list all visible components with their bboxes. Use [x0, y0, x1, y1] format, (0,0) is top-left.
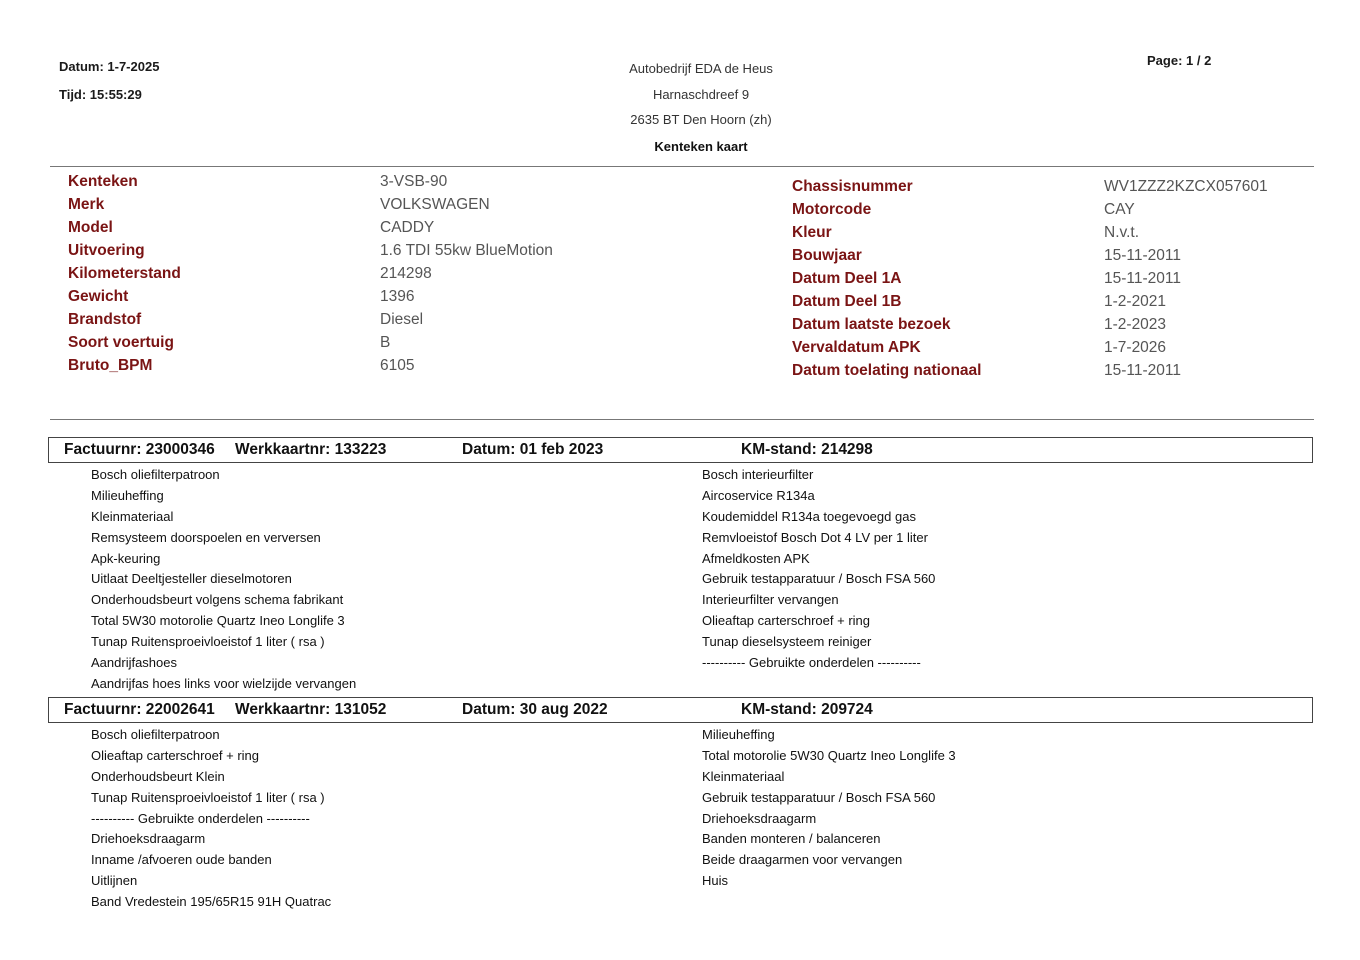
value-vervaldatum-apk: 1-7-2026 — [1104, 339, 1167, 356]
label-kleur: Kleur — [792, 224, 832, 241]
list-item: Gebruik testapparatuur / Bosch FSA 560 — [702, 571, 936, 587]
list-item: Remsysteem doorspoelen en verversen — [91, 529, 321, 545]
label-motorcode: Motorcode — [792, 201, 872, 218]
invoice-header — [48, 437, 1313, 463]
value-kleur: N.v.t. — [1104, 224, 1140, 241]
list-item: Huis — [702, 873, 729, 889]
list-item: Apk-keuring — [91, 550, 161, 566]
value-soort-voertuig: B — [380, 334, 391, 351]
list-item: Driehoeksdraagarm — [702, 810, 817, 826]
list-item: Aandrijfashoes — [91, 655, 177, 671]
list-item: Interieurfilter vervangen — [702, 592, 839, 608]
list-item: Gebruik testapparatuur / Bosch FSA 560 — [702, 789, 936, 805]
value-bruto-bpm: 6105 — [380, 357, 415, 374]
value-brandstof: Diesel — [380, 311, 424, 328]
label-bouwjaar: Bouwjaar — [792, 247, 862, 264]
value-bouwjaar: 15-11-2011 — [1104, 247, 1181, 264]
value-kilometerstand: 214298 — [380, 265, 432, 282]
workcard-number: Werkkaartnr: 131052 — [235, 701, 387, 718]
invoice-items-right — [702, 725, 956, 892]
value-uitvoering: 1.6 TDI 55kw BlueMotion — [380, 242, 553, 259]
value-kenteken: 3-VSB-90 — [380, 173, 448, 190]
list-item: Banden monteren / balanceren — [702, 831, 881, 847]
value-model: CADDY — [380, 219, 435, 236]
list-item: Total motorolie 5W30 Quartz Ineo Longlife 3 — [702, 747, 956, 763]
header-meta — [59, 53, 159, 109]
label-uitvoering: Uitvoering — [68, 242, 145, 259]
list-item: Band Vredestein 195/65R15 91H Quatrac — [91, 894, 332, 910]
list-item: Remvloeistof Bosch Dot 4 LV per 1 liter — [702, 529, 928, 545]
list-item: Bosch oliefilterpatroon — [91, 467, 220, 482]
list-item: Olieaftap carterschroef + ring — [91, 747, 259, 763]
invoice-km: KM-stand: 214298 — [741, 441, 873, 458]
list-item: Kleinmateriaal — [702, 768, 785, 784]
invoice-date: Datum: 30 aug 2022 — [462, 701, 608, 718]
list-item: Milieuheffing — [91, 487, 164, 503]
list-item: Bosch interieurfilter — [702, 467, 814, 482]
company-street: Harnaschdreef 9 — [652, 86, 750, 102]
page-title: Kenteken kaart — [654, 138, 748, 154]
label-datum-laatste-bezoek: Datum laatste bezoek — [792, 316, 951, 333]
label-soort-voertuig: Soort voertuig — [68, 334, 174, 351]
header-divider — [50, 166, 1314, 167]
list-item: Aandrijfas hoes links voor wielzijde vervangen — [91, 675, 357, 691]
vehicle-left-labels — [68, 171, 181, 378]
value-datum-deel-1b: 1-2-2021 — [1104, 293, 1167, 310]
list-item: Kleinmateriaal — [91, 508, 174, 524]
vehicle-left-values — [380, 171, 553, 378]
page-number: Page: 1 / 2 — [1147, 53, 1212, 68]
workcard-number: Werkkaartnr: 133223 — [235, 441, 387, 458]
label-gewicht: Gewicht — [68, 288, 129, 305]
list-item: Driehoeksdraagarm — [91, 831, 206, 847]
label-merk: Merk — [68, 196, 105, 213]
label-bruto-bpm: Bruto_BPM — [68, 357, 153, 374]
print-date: Datum: 1-7-2025 — [59, 59, 160, 74]
list-item: Beide draagarmen voor vervangen — [702, 852, 903, 868]
invoice-items-right — [702, 465, 935, 674]
value-datum-toelating: 15-11-2011 — [1104, 362, 1181, 379]
invoice-number: Factuurnr: 23000346 — [64, 441, 215, 458]
value-datum-laatste-bezoek: 1-2-2023 — [1104, 316, 1167, 333]
invoice-header — [48, 697, 1313, 723]
list-item: Olieaftap carterschroef + ring — [702, 613, 870, 629]
list-item: Bosch oliefilterpatroon — [91, 727, 220, 742]
company-city: 2635 BT Den Hoorn (zh) — [630, 112, 772, 127]
vehicle-right-labels — [792, 176, 981, 383]
list-item: Tunap Ruitensproeivloeistof 1 liter ( rsa ) — [91, 634, 325, 650]
list-item: ---------- Gebruikte onderdelen ---------- — [702, 655, 921, 671]
list-item: Tunap dieselsysteem reiniger — [702, 634, 872, 650]
value-datum-deel-1a: 15-11-2011 — [1104, 270, 1181, 287]
list-item: Milieuheffing — [702, 727, 775, 742]
company-block — [560, 58, 842, 161]
invoice-items-left — [91, 725, 331, 913]
value-motorcode: CAY — [1104, 201, 1135, 218]
invoice-km: KM-stand: 209724 — [741, 701, 873, 718]
print-time: Tijd: 15:55:29 — [59, 87, 142, 102]
list-item: Onderhoudsbeurt volgens schema fabrikant — [91, 592, 344, 608]
value-gewicht: 1396 — [380, 288, 415, 305]
list-item: Uitlijnen — [91, 873, 138, 889]
label-datum-toelating: Datum toelating nationaal — [792, 362, 982, 379]
label-kenteken: Kenteken — [68, 173, 138, 190]
list-item: Inname /afvoeren oude banden — [91, 852, 272, 868]
list-item: Tunap Ruitensproeivloeistof 1 liter ( rsa ) — [91, 789, 325, 805]
company-name: Autobedrijf EDA de Heus — [629, 61, 773, 76]
label-chassisnummer: Chassisnummer — [792, 178, 913, 195]
invoice-items-left — [91, 465, 356, 695]
invoice-number: Factuurnr: 22002641 — [64, 701, 215, 718]
label-brandstof: Brandstof — [68, 311, 142, 328]
list-item: Koudemiddel R134a toegevoegd gas — [702, 508, 916, 524]
list-item: ---------- Gebruikte onderdelen ---------- — [91, 810, 310, 826]
list-item: Total 5W30 motorolie Quartz Ineo Longlife 3 — [91, 613, 345, 629]
list-item: Uitlaat Deeltjesteller dieselmotoren — [91, 571, 292, 587]
label-datum-deel-1a: Datum Deel 1A — [792, 270, 902, 287]
details-divider — [50, 419, 1314, 420]
label-model: Model — [68, 219, 113, 236]
label-datum-deel-1b: Datum Deel 1B — [792, 293, 902, 310]
label-vervaldatum-apk: Vervaldatum APK — [792, 339, 921, 356]
list-item: Onderhoudsbeurt Klein — [91, 768, 225, 784]
invoice-date: Datum: 01 feb 2023 — [462, 441, 604, 458]
vehicle-right-values — [1104, 176, 1268, 383]
label-kilometerstand: Kilometerstand — [68, 265, 181, 282]
list-item: Afmeldkosten APK — [702, 550, 810, 566]
list-item: Aircoservice R134a — [702, 487, 815, 503]
value-merk: VOLKSWAGEN — [380, 196, 490, 213]
value-chassisnummer: WV1ZZZ2KZCX057601 — [1104, 178, 1268, 195]
